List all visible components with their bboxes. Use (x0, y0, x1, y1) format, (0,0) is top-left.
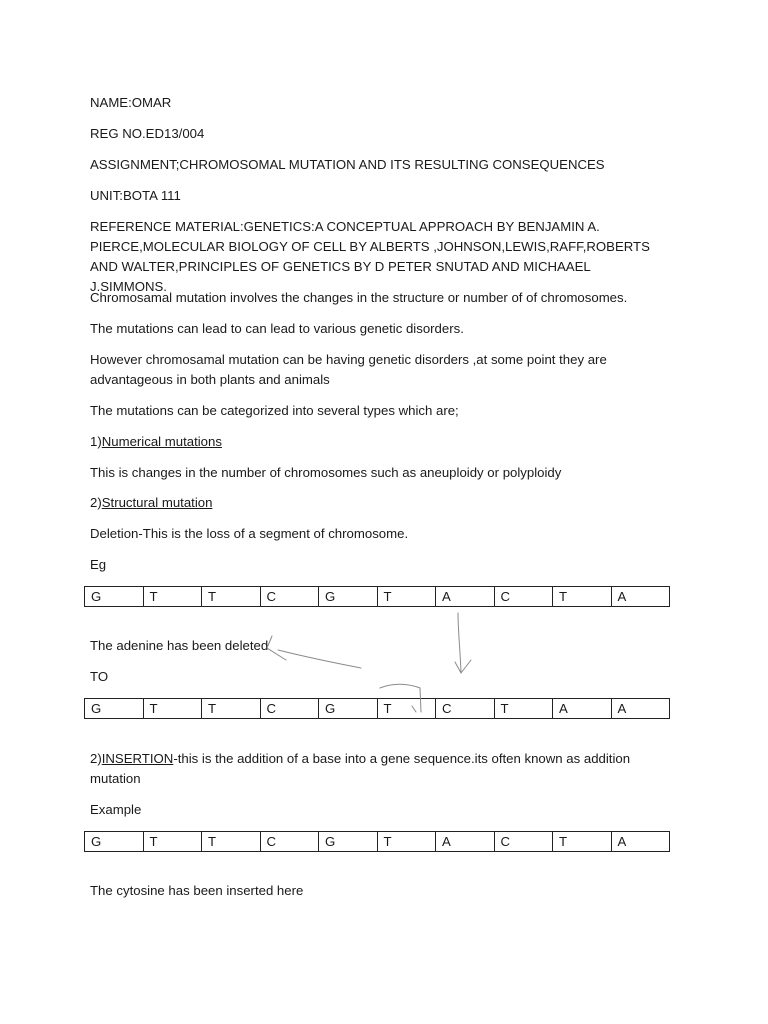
paragraph-advantages: However chromosamal mutation can be having genetic disorders ,at some point they are advantageous in both plants and animals (90, 352, 607, 387)
base-cell: A (436, 832, 495, 852)
paragraph-disorders: The mutations can lead to can lead to various genetic disorders. (90, 321, 464, 336)
reference-material: REFERENCE MATERIAL:GENETICS:A CONCEPTUAL APPROACH BY BENJAMIN A. PIERCE,MOLECULAR BIOLOGY OF CELL BY ALBERTS ,JOHNSON,LEWIS,RAFF,ROBERTS AND WALTER,PRINCIPLES OF GENETICS BY D PETER SNUTAD AND MICHAAEL J.SIMMONS. (90, 219, 650, 294)
base-cell: A (611, 699, 670, 719)
base-cell: G (85, 832, 144, 852)
inserted-note: The cytosine has been inserted here (90, 883, 304, 898)
base-cell: A (611, 832, 670, 852)
base-cell: T (494, 699, 553, 719)
paragraph-types-intro: The mutations can be categorized into several types which are; (90, 403, 459, 418)
base-cell: G (85, 699, 144, 719)
base-cell: A (611, 587, 670, 607)
base-cell: T (377, 587, 436, 607)
heading-structural-prefix: 2) (90, 495, 102, 510)
insertion-prefix: 2) (90, 751, 102, 766)
unit-code: UNIT:BOTA 111 (90, 188, 181, 203)
example-label: Example (90, 802, 142, 817)
base-cell: C (260, 587, 319, 607)
sequence-table-insertion (84, 831, 670, 852)
base-cell: C (260, 699, 319, 719)
heading-structural-label: Structural mutation (101, 495, 213, 510)
base-cell: A (553, 699, 612, 719)
sequence-table-deletion-after (84, 698, 670, 719)
base-cell: G (319, 587, 378, 607)
base-cell: C (494, 587, 553, 607)
base-cell: T (143, 699, 202, 719)
eg-label: Eg (90, 557, 107, 572)
base-cell: C (494, 832, 553, 852)
base-cell: T (202, 832, 261, 852)
base-cell: G (85, 587, 144, 607)
numerical-description: This is changes in the number of chromosomes such as aneuploidy or polyploidy (90, 465, 562, 480)
heading-numerical (90, 432, 690, 452)
base-cell: G (319, 699, 378, 719)
base-cell: C (260, 832, 319, 852)
heading-structural (90, 493, 690, 513)
base-cell: G (319, 832, 378, 852)
insertion-text: -this is the addition of a base into a gene sequence.its often known as addition mutation (90, 751, 631, 786)
base-cell: T (202, 587, 261, 607)
deletion-definition: Deletion-This is the loss of a segment of chromosome. (90, 526, 409, 541)
paragraph-definition: Chromosamal mutation involves the changes in the structure or number of of chromosomes. (90, 290, 628, 305)
base-cell: A (436, 587, 495, 607)
base-cell: T (377, 832, 436, 852)
base-cell: C (436, 699, 495, 719)
heading-numerical-prefix: 1) (90, 434, 102, 449)
base-cell: T (202, 699, 261, 719)
to-label: TO (90, 669, 109, 684)
deleted-note: The adenine has been deleted (90, 638, 269, 653)
base-cell: T (143, 587, 202, 607)
assignment-title: ASSIGNMENT;CHROMOSOMAL MUTATION AND ITS RESULTING CONSEQUENCES (90, 157, 605, 172)
insertion-label: INSERTION (101, 751, 174, 766)
base-cell: T (553, 832, 612, 852)
insertion-heading (90, 749, 670, 789)
student-name: NAME:OMAR (90, 95, 172, 110)
base-cell: T (377, 699, 436, 719)
sequence-table-deletion-before (84, 586, 670, 607)
base-cell: T (143, 832, 202, 852)
base-cell: T (553, 587, 612, 607)
heading-numerical-label: Numerical mutations (101, 434, 222, 449)
registration-number: REG NO.ED13/004 (90, 126, 205, 141)
